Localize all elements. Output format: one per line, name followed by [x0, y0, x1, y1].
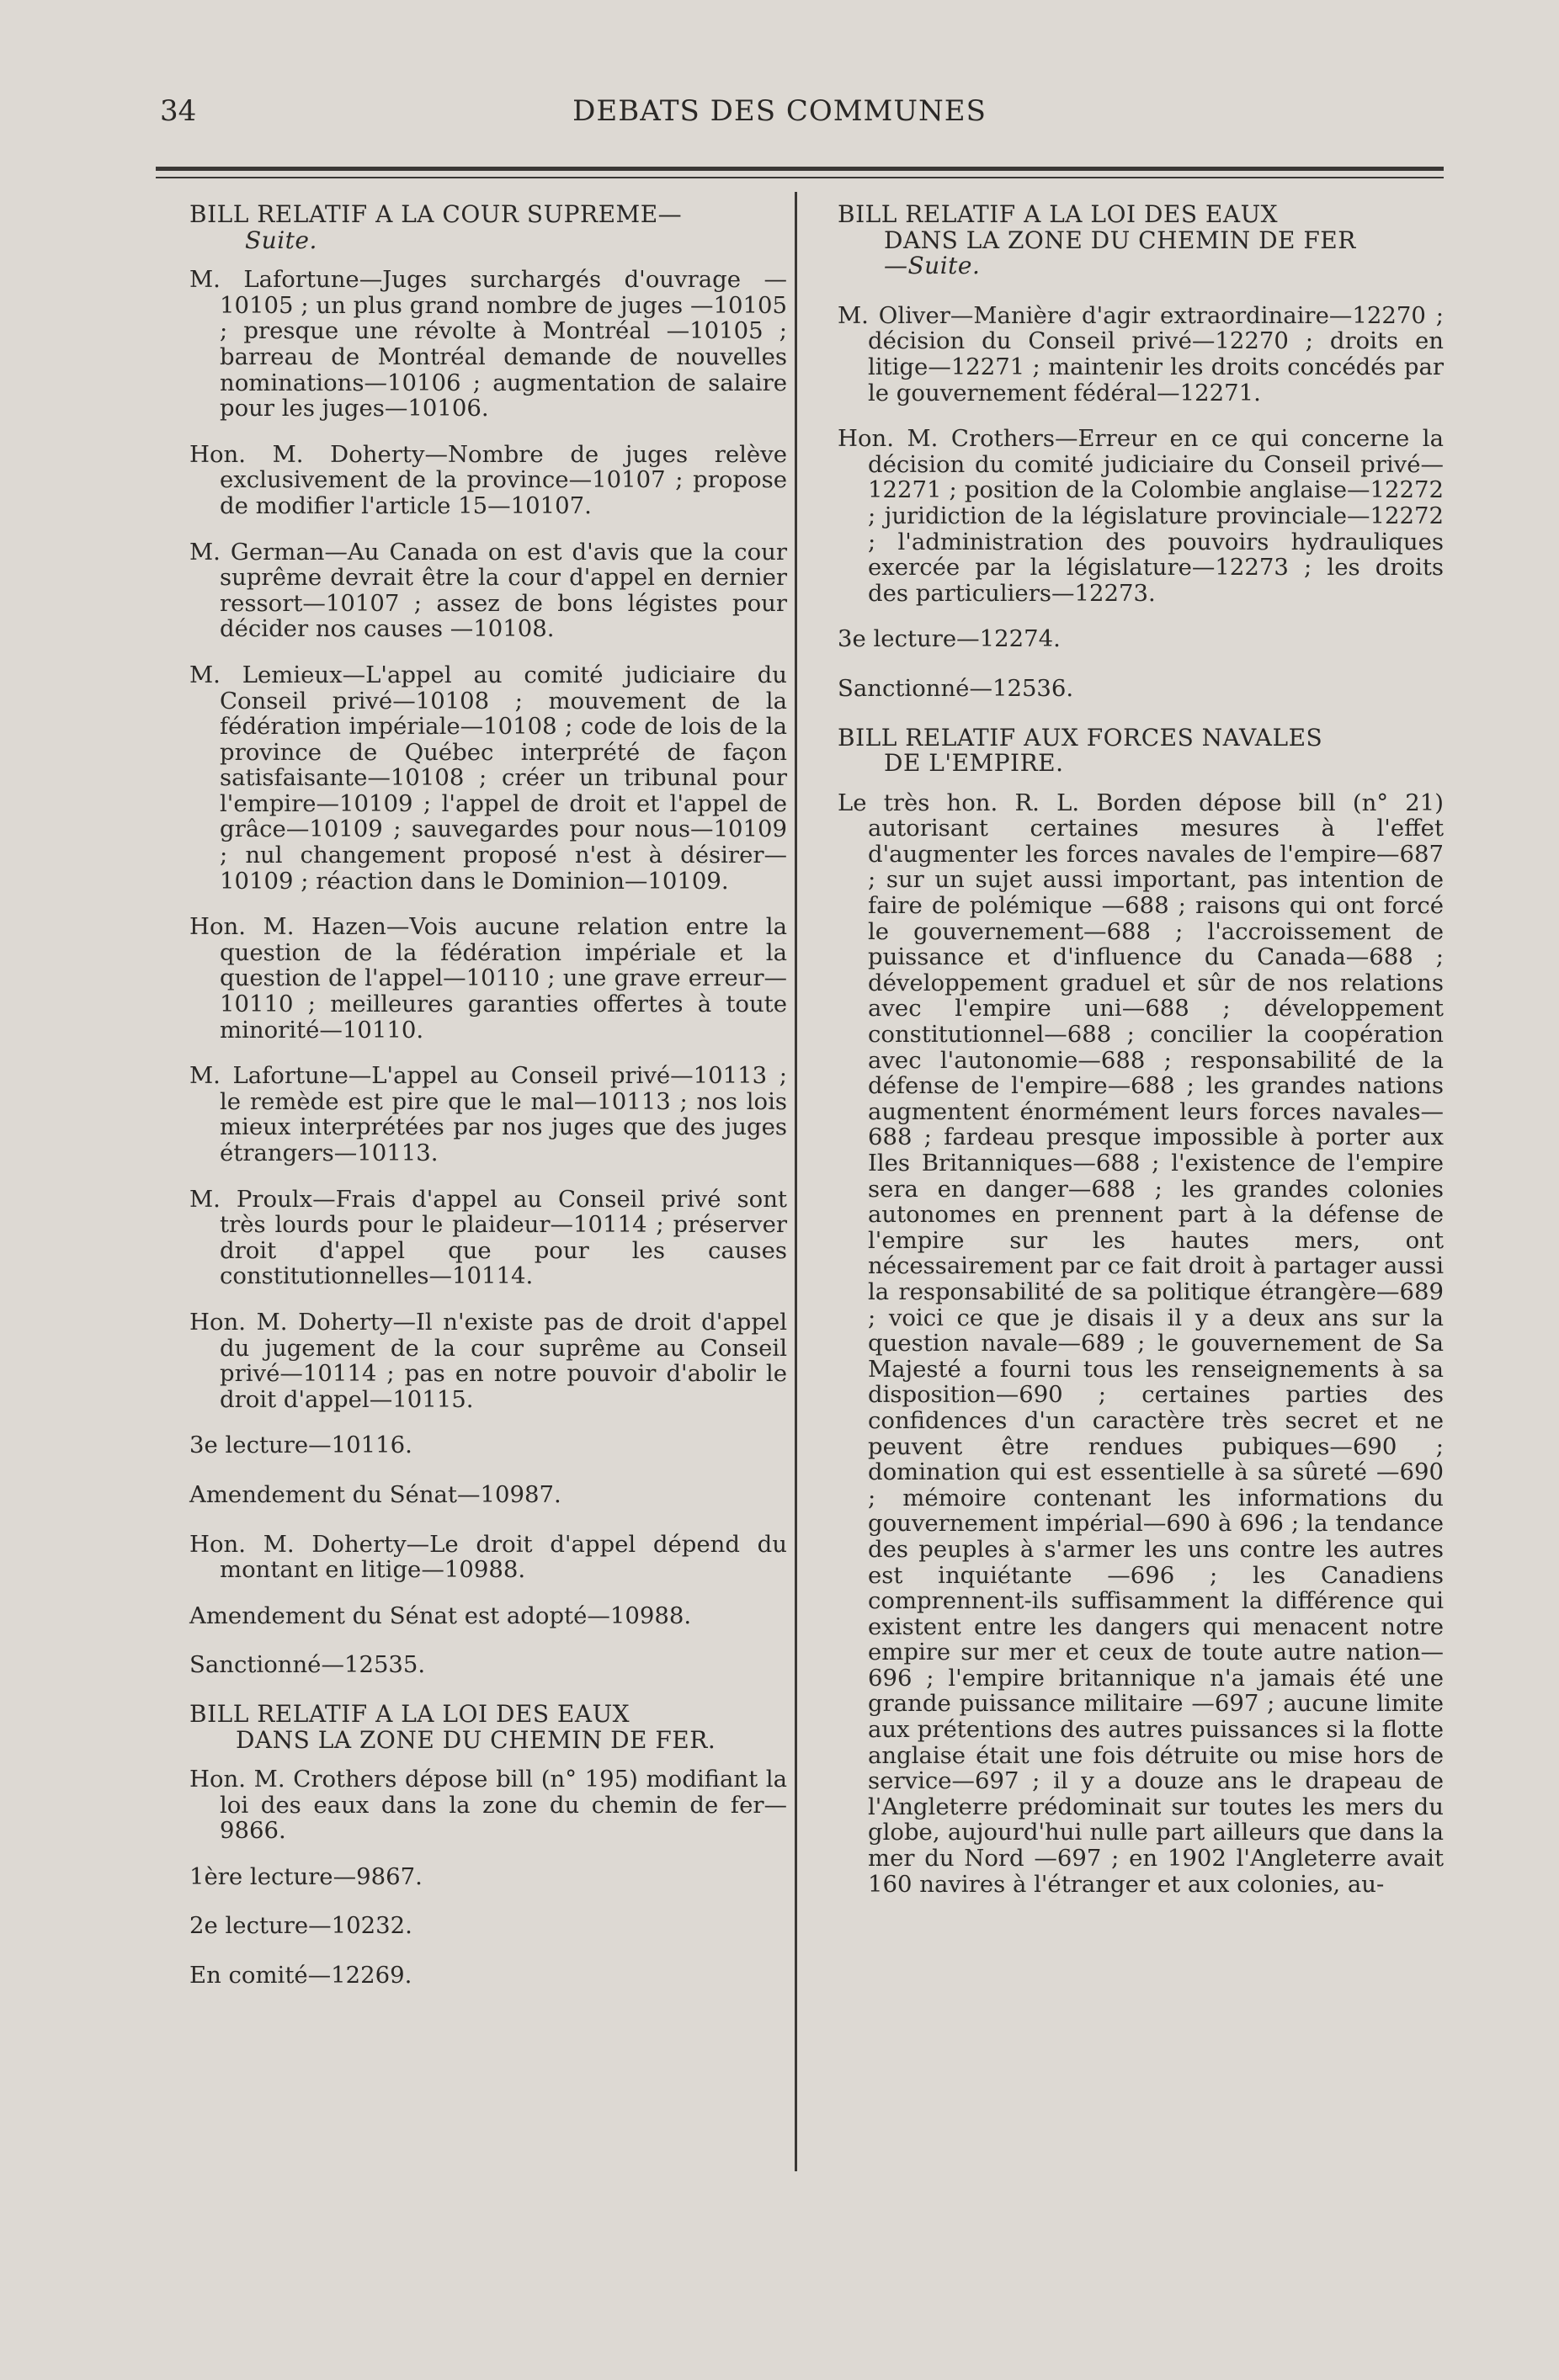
page-number: 34 [160, 94, 197, 128]
index-entry: Sanctionné—12535. [189, 1651, 426, 1679]
section-title-line2: DANS LA ZONE DU CHEMIN DE FER [884, 226, 1356, 254]
index-entry: Amendement du Sénat est adopté—10988. [189, 1602, 692, 1629]
index-entry: M. German—Au Canada on est d'avis que la cour suprême devrait être la cour d'appel en dernier ressort—10107 ; assez de bons légistes pour décider nos causes —10108. [189, 538, 787, 643]
page-header [0, 0, 1559, 168]
section-title-line1: BILL RELATIF AUX FORCES NAVALES [838, 723, 1323, 752]
section-title-line1: BILL RELATIF A LA LOI DES EAUX [838, 200, 1279, 228]
index-entry: M. Lafortune—Juges surchargés d'ouvrage —10105 ; un plus grand nombre de juges —10105 ; presque une révolte à Montréal —10105 ; barreau de Montréal demande de nouvelles nominations—10106 ; augmentation de salaire pour les juges—10106. [189, 266, 787, 422]
index-entry: Amendement du Sénat—10987. [189, 1480, 561, 1508]
index-entry: Le très hon. R. L. Borden dépose bill (n° 21) autorisant certaines mesures à l'effet d'augmenter les forces navales de l'empire—687 ; sur un sujet aussi important, pas intention de faire de polémique —688 ; raisons qui ont forcé le gouvernement—688 ; l'accroissement de puissance et d'influence du Canada—688 ; développement graduel et sûr de nos relations avec l'empire uni—688 ; développement constitutionnel—688 ; concilier la coopération avec l'autonomie—688 ; responsabilité de la défense de l'empire—688 ; les grandes nations augmentent énormément leurs forces navales—688 ; fardeau presque impossible à porter aux Iles Britanniques—688 ; l'existence de l'empire sera en danger—688 ; les grandes colonies autonomes en prennent part à la défense de l'empire sur les hautes mers, ont nécessairement par ce fait droit à partager aussi la responsabilité de sa politique étrangère—689 ; voici ce que je disais il y a deux ans sur la question navale—689 ; le gouvernement de Sa Majesté a fourni tous les renseignements à sa disposition—690 ; certaines parties des confidences d'un caractère très secret et ne peuvent être rendues pubiques—690 ; domination qui est essentielle à sa sûreté —690 ; mémoire contenant les informations du gouvernement impérial—690 à 696 ; la tendance des peuples à s'armer les uns contre les autres est inquiétante —696 ; les Canadiens comprennent-ils suffisamment la différence qui existent entre les dangers qui menacent notre empire sur mer et ceux de toute autre nation—696 ; l'empire britannique n'a jamais été une grande puissance militaire —697 ; aucune limite aux prétentions des autres puissances si la flotte anglaise était une fois détruite ou mise hors de service—697 ; il y a douze ans le drapeau de l'Angleterre prédominait sur toutes les mers du globe, aujourd'hui nulle part ailleurs que dans la mer du Nord —697 ; en 1902 l'Angleterre avait 160 navires à l'étranger et aux colonies, au- [838, 789, 1444, 1898]
right-column [838, 202, 1444, 1917]
index-entry: M. Lemieux—L'appel au comité judiciaire du Conseil privé—10108 ; mouvement de la fédération impériale—10108 ; code de lois de la province de Québec interprété de façon satisfaisante—10108 ; créer un tribunal pour l'empire—10109 ; l'appel de droit et l'appel de grâce—10109 ; sauvegardes pour nous—10109 ; nul changement proposé n'est à désirer—10109 ; réaction dans le Dominion—10109. [189, 661, 787, 895]
index-entry: 1ère lecture—9867. [189, 1862, 423, 1890]
index-entry: 2e lecture—10232. [189, 1912, 412, 1940]
header-rule-thick [156, 167, 1444, 171]
index-entry: Hon. M. Doherty—Nombre de juges relève exclusivement de la province—10107 ; propose de modifier l'article 15—10107. [189, 440, 787, 519]
index-entry: Sanctionné—12536. [838, 674, 1074, 702]
index-entry: Hon. M. Hazen—Vois aucune relation entre la question de la fédération impériale et la question de l'appel—10110 ; une grave erreur—10110 ; meilleures garanties offertes à toute minorité—10110. [189, 913, 787, 1044]
section-suite: Suite. [245, 226, 317, 254]
index-entry: M. Proulx—Frais d'appel au Conseil privé sont très lourds pour le plaideur—10114 ; préserver droit d'appel que pour les causes constitutionnelles—10114. [189, 1185, 787, 1290]
index-entry: Hon. M. Crothers—Erreur en ce qui concerne la décision du comité judiciaire du Conseil privé—12271 ; position de la Colombie anglaise—12272 ; juridiction de la législature provinciale—12272 ; l'administration des pouvoirs hydrauliques exercée par la législature—12273 ; les droits des particuliers—12273. [838, 425, 1444, 607]
section-suite: —Suite. [884, 252, 981, 280]
section-title-loi-des-eaux [189, 1699, 787, 1754]
section-title-line1: BILL RELATIF A LA LOI DES EAUX [189, 1699, 631, 1728]
section-title-forces-navales [838, 725, 1444, 777]
index-entry: Hon. M. Crothers dépose bill (n° 195) modifiant la loi des eaux dans la zone du chemin de fer—9866. [189, 1766, 787, 1845]
index-entry: M. Lafortune—L'appel au Conseil privé—10113 ; le remède est pire que le mal—10113 ; nos lois mieux interprétées par nos juges que des juges étrangers—10113. [189, 1062, 787, 1166]
index-entry: Hon. M. Doherty—Le droit d'appel dépend du montant en litige—10988. [189, 1530, 787, 1584]
section-title-cour-supreme [189, 202, 787, 253]
index-entry: Hon. M. Doherty—Il n'existe pas de droit d'appel du jugement de la cour suprême au Conseil privé—10114 ; pas en notre pouvoir d'abolir le droit d'appel—10115. [189, 1308, 787, 1413]
header-rule-thin [156, 177, 1444, 178]
section-title-line2: DE L'EMPIRE. [884, 749, 1064, 778]
column-divider [795, 192, 797, 2171]
section-title-text: BILL RELATIF A LA COUR SUPREME— [189, 200, 683, 228]
index-entry: M. Oliver—Manière d'agir extraordinaire—12270 ; décision du Conseil privé—12270 ; droits en litige—12271 ; maintenir les droits concédés par le gouvernement fédéral—12271. [838, 301, 1444, 406]
section-title-line2: DANS LA ZONE DU CHEMIN DE FER. [236, 1725, 716, 1754]
running-title: DEBATS DES COMMUNES [572, 94, 987, 128]
index-entry: 3e lecture—12274. [838, 625, 1061, 653]
section-title-loi-des-eaux-suite [838, 202, 1444, 279]
index-entry: En comité—12269. [189, 1962, 412, 1990]
left-column [189, 202, 787, 2012]
index-entry: 3e lecture—10116. [189, 1432, 412, 1459]
